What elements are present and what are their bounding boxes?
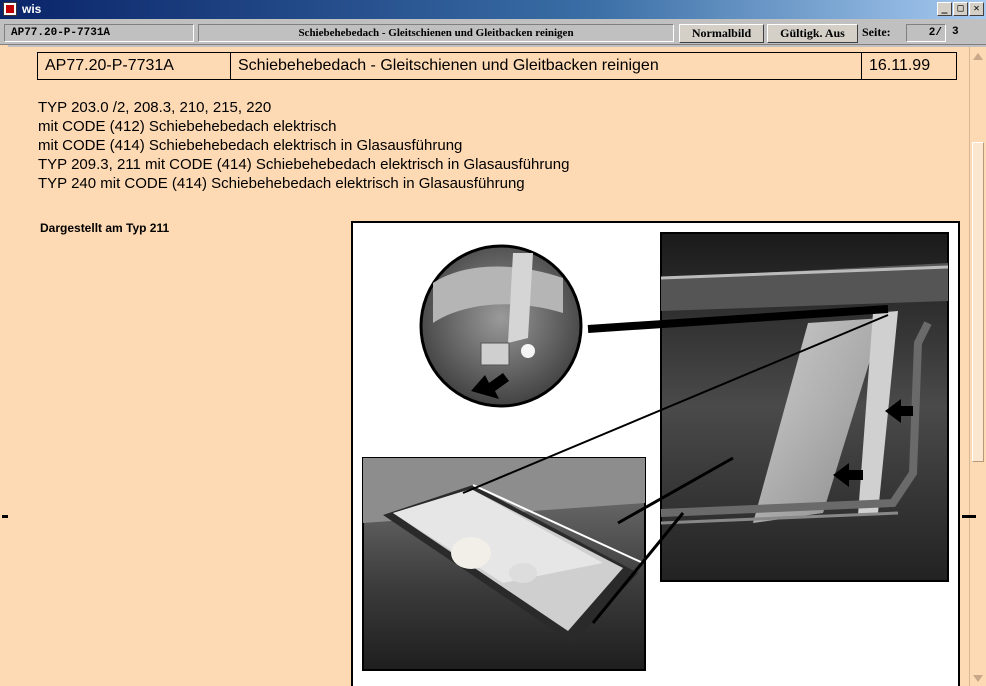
page-number-field[interactable]: 2/ xyxy=(906,24,946,42)
minimize-icon[interactable]: _ xyxy=(937,2,952,16)
type-line: TYP 209.3, 211 mit CODE (414) Schiebehebedach elektrisch in Glasausführung xyxy=(38,156,570,173)
type-line: mit CODE (412) Schiebehebedach elektrisch xyxy=(38,118,337,135)
normalbild-button[interactable]: Normalbild xyxy=(679,24,764,43)
vehicle-type-list xyxy=(38,98,569,193)
document-header-table xyxy=(37,52,957,80)
left-margin xyxy=(0,45,8,686)
scrollbar-thumb[interactable] xyxy=(972,142,984,462)
header-code: AP77.20-P-7731A xyxy=(38,53,231,79)
scroll-up-icon[interactable] xyxy=(973,53,983,60)
page-total: 3 xyxy=(952,26,959,38)
toolbar-document-code: AP77.20-P-7731A xyxy=(4,24,194,42)
shown-on-type-note: Dargestellt am Typ 211 xyxy=(40,221,170,235)
maximize-icon[interactable]: □ xyxy=(953,2,968,16)
type-line: TYP 240 mit CODE (414) Schiebehebedach elektrisch in Glasausführung xyxy=(38,175,525,192)
page-label: Seite: xyxy=(862,25,891,39)
vertical-scrollbar[interactable] xyxy=(969,47,986,686)
document-content xyxy=(8,47,969,686)
right-position-marker xyxy=(962,515,976,518)
window-title: wis xyxy=(22,2,42,16)
type-line: mit CODE (414) Schiebehebedach elektrisch in Glasausführung xyxy=(38,137,463,154)
document-toolbar xyxy=(0,19,986,45)
toolbar-document-title: Schiebehebedach - Gleitschienen und Gleitbacken reinigen xyxy=(198,24,674,42)
app-icon xyxy=(3,2,17,16)
window-controls xyxy=(937,2,984,16)
header-title: Schiebehebedach - Gleitschienen und Gleitbacken reinigen xyxy=(231,53,862,79)
validity-off-button[interactable]: Gültigk. Aus xyxy=(767,24,858,43)
window-titlebar xyxy=(0,0,986,19)
header-date: 16.11.99 xyxy=(869,57,931,74)
sunroof-illustration xyxy=(351,221,960,686)
sunroof-illustration-graphic xyxy=(353,223,958,686)
scroll-down-icon[interactable] xyxy=(973,675,983,682)
type-line: TYP 203.0 /2, 208.3, 210, 215, 220 xyxy=(38,99,272,116)
close-icon[interactable]: ✕ xyxy=(969,2,984,16)
